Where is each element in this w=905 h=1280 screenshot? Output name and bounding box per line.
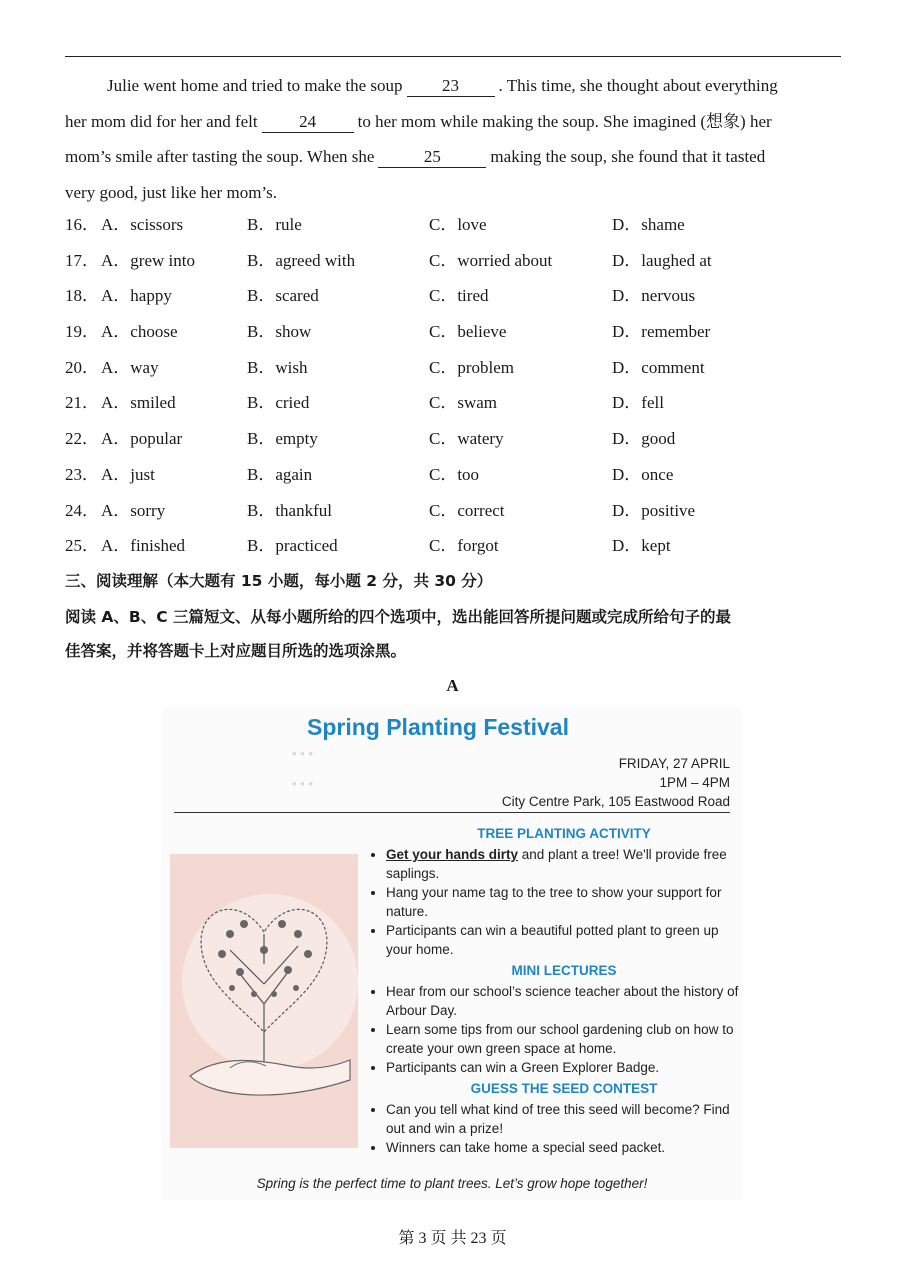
question-number: 25． — [65, 536, 99, 556]
option-a: A．happy — [101, 286, 172, 306]
page-number: 第 3 页 共 23 页 — [398, 1230, 507, 1247]
option-b: B．rule — [247, 215, 302, 234]
option-b: B．show — [247, 322, 312, 342]
bleed-through: • • • — [292, 776, 313, 791]
list-item: • Winners can take home a special seed packet. — [386, 1138, 740, 1157]
question-number: 16． — [65, 215, 99, 234]
event-date: FRIDAY, 27 APRIL — [618, 756, 730, 771]
seed-contest-heading: GUESS THE SEED CONTEST — [470, 1081, 658, 1096]
list-item: • Hang your name tag to the tree to show your support for nature. — [386, 883, 740, 921]
passage-line: her mom did for her and felt 24 to her mom while making the soup. She imagined (想象) her — [65, 111, 772, 131]
option-c: C．correct — [429, 500, 505, 520]
event-info — [502, 754, 730, 811]
blank-23: 23 — [407, 76, 495, 97]
list-item: • Hear from our school’s science teacher about the history of Arbour Day. — [386, 982, 740, 1020]
question-number: 22． — [65, 429, 99, 449]
question-number: 17． — [65, 250, 99, 270]
passage-line: mom’s smile after tasting the soup. When she 25 making the soup, she found that it tasted — [65, 147, 766, 166]
question-20 — [65, 350, 841, 386]
option-b: B．thankful — [247, 500, 332, 520]
bleed-through: • • • — [292, 746, 313, 761]
option-b: B．agreed with — [247, 250, 356, 270]
option-b: B．cried — [247, 393, 310, 413]
question-number: 21． — [65, 393, 99, 413]
seed-contest-list — [368, 1100, 740, 1157]
question-list — [65, 207, 841, 564]
option-d: D．positive — [612, 500, 696, 520]
option-a: A．sorry — [101, 500, 166, 520]
header-rule — [65, 56, 841, 57]
cloze-passage — [65, 68, 841, 210]
option-c: C．too — [429, 464, 480, 484]
option-a: A．way — [101, 357, 159, 377]
option-d: D．nervous — [612, 286, 696, 306]
passage-label: A — [446, 676, 459, 695]
option-d: D．laughed at — [612, 250, 712, 270]
heart-tree-in-hand-icon — [170, 854, 358, 1148]
option-a: A．popular — [101, 429, 183, 449]
list-item: • Get your hands dirty and plant a tree! We'll provide free saplings. — [386, 845, 740, 883]
option-d: D．fell — [612, 393, 664, 413]
blank-24: 24 — [262, 112, 354, 133]
question-18 — [65, 278, 841, 314]
question-16 — [65, 207, 841, 243]
passage-line: Julie went home and tried to make the soup 23 . This time, she thought about everything — [107, 76, 778, 95]
question-21 — [65, 385, 841, 421]
question-number: 23． — [65, 464, 99, 484]
option-c: C．forgot — [429, 536, 499, 556]
list-item: • Participants can win a beautiful potted plant to green up your home. — [386, 921, 740, 959]
option-d: D．once — [612, 464, 674, 484]
question-19 — [65, 314, 841, 350]
question-25 — [65, 528, 841, 564]
tree-planting-list — [368, 845, 740, 959]
option-a: A．smiled — [101, 393, 176, 413]
option-b: B．wish — [247, 357, 308, 377]
option-c: C．believe — [429, 322, 507, 342]
question-23 — [65, 457, 841, 493]
option-a: A．scissors — [101, 215, 184, 234]
flyer-slogan: Spring is the perfect time to plant trees. Let’s grow hope together! — [256, 1176, 648, 1191]
option-a: A．finished — [101, 536, 186, 556]
tree-planting-heading: TREE PLANTING ACTIVITY — [477, 826, 651, 841]
blank-25: 25 — [378, 147, 486, 168]
question-number: 24． — [65, 500, 99, 520]
flyer-divider — [174, 812, 730, 813]
option-a: A．just — [101, 464, 155, 484]
option-d: D．good — [612, 429, 676, 449]
option-c: C．worried about — [429, 250, 553, 270]
question-number: 19． — [65, 322, 99, 342]
question-number: 18． — [65, 286, 99, 306]
list-item: • Participants can win a Green Explorer Badge. — [386, 1058, 740, 1077]
option-b: B．empty — [247, 429, 318, 449]
option-a: A．choose — [101, 322, 178, 342]
question-22 — [65, 421, 841, 457]
option-c: C．problem — [429, 357, 514, 377]
mini-lectures-list — [368, 982, 740, 1077]
event-place: City Centre Park, 105 Eastwood Road — [501, 794, 730, 809]
question-number: 20． — [65, 357, 99, 377]
option-d: D．kept — [612, 536, 671, 556]
option-a: A．grew into — [101, 250, 195, 270]
option-d: D．shame — [612, 215, 685, 234]
flyer-title: Spring Planting Festival — [307, 714, 569, 740]
festival-flyer — [162, 706, 742, 1200]
option-d: D．comment — [612, 357, 705, 377]
event-time: 1PM – 4PM — [659, 775, 730, 790]
question-24 — [65, 493, 841, 529]
option-c: C．swam — [429, 393, 497, 413]
flyer-content — [368, 824, 740, 1159]
mini-lectures-heading: MINI LECTURES — [511, 963, 617, 978]
passage-line: very good, just like her mom’s. — [65, 182, 278, 202]
option-c: C．watery — [429, 429, 504, 449]
option-b: B．again — [247, 464, 313, 484]
section-instructions: 阅读 A、B、C 三篇短文、从每小题所给的四个选项中，选出能回答所提问题或完成所给句子的最 佳答案，并将答题卡上对应题目所选的选项涂黑。 — [65, 608, 731, 660]
option-b: B．scared — [247, 286, 319, 306]
option-c: C．tired — [429, 286, 489, 306]
section-title: 三、阅读理解（本大题有 15 小题，每小题 2 分，共 30 分） — [65, 572, 493, 590]
option-d: D．remember — [612, 322, 711, 342]
list-item: • Can you tell what kind of tree this seed will become? Find out and win a prize! — [386, 1100, 740, 1138]
option-b: B．practiced — [247, 536, 338, 556]
question-17 — [65, 243, 841, 279]
list-item: • Learn some tips from our school gardening club on how to create your own green space at home. — [386, 1020, 740, 1058]
option-c: C．love — [429, 215, 487, 234]
